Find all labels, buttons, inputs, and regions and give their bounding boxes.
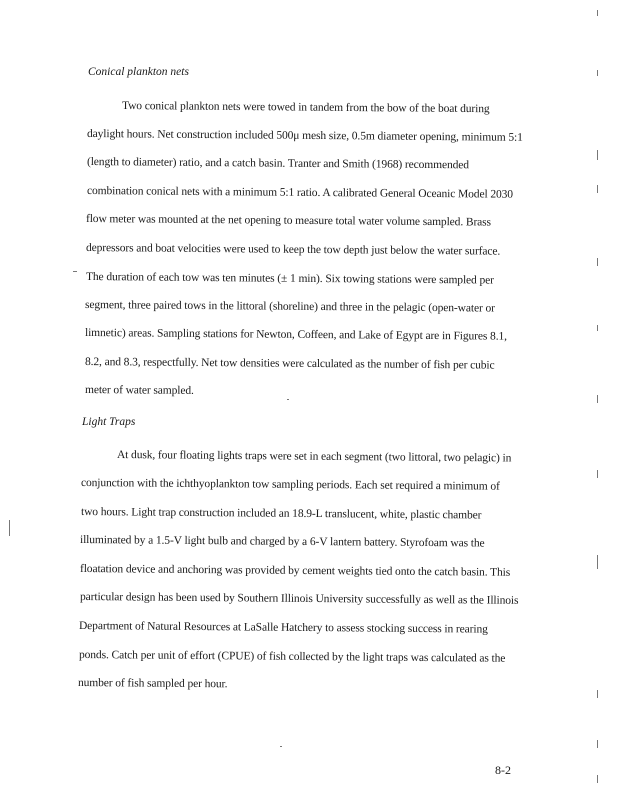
paragraph-line: ponds. Catch per unit of effort (CPUE) of fish collected by the light traps was calculated as the <box>78 649 506 665</box>
paragraph-line: (length to diameter) ratio, and a catch basin. Tranter and Smith (1968) recommended <box>86 156 469 172</box>
margin-mark <box>597 150 598 160</box>
margin-mark <box>597 555 598 569</box>
margin-mark <box>597 70 598 76</box>
margin-mark <box>597 740 598 748</box>
section-heading-conical-nets: Conical plankton nets <box>88 66 189 78</box>
speck-mark <box>280 746 282 747</box>
paragraph-line: number of fish sampled per hour. <box>77 677 228 691</box>
margin-mark <box>597 258 598 266</box>
margin-mark <box>597 470 598 478</box>
paragraph-line: Two conical plankton nets were towed in tandem from the bow of the boat during <box>121 100 490 116</box>
margin-mark <box>9 520 10 536</box>
margin-mark <box>597 690 598 698</box>
paragraph-line: combination conical nets with a minimum 5:1 ratio. A calibrated General Oceanic Model 2030 <box>86 185 514 201</box>
paragraph-line: At dusk, four floating lights traps were set in each segment (two littoral, two pelagic) in <box>116 449 512 465</box>
speck-mark <box>287 399 289 400</box>
paragraph-line: two hours. Light trap construction included an 18.9-L translucent, white, plastic chamber <box>80 506 482 522</box>
paragraph-line: illuminated by a 1.5-V light bulb and charged by a 6-V lantern battery. Styrofoam was the <box>79 534 485 550</box>
margin-mark <box>73 271 77 272</box>
paragraph-line: particular design has been used by Southern Illinois University successfully as well as the Illinois <box>79 591 519 607</box>
paragraph-line: limnetic) areas. Sampling stations for Newton, Coffeen, and Lake of Egypt are in Figures 8.1, <box>84 327 507 343</box>
paragraph-line: flow meter was mounted at the net opening to measure total water volume sampled. Brass <box>85 213 492 229</box>
margin-mark <box>597 185 598 193</box>
page-number: 8-2 <box>495 763 511 777</box>
paragraph-line: floatation device and anchoring was provided by cement weights tied onto the catch basin. This <box>79 563 511 579</box>
margin-mark <box>597 775 598 783</box>
paragraph-line: conjunction with the ichthyoplankton tow sampling periods. Each set required a minimum of <box>80 477 500 493</box>
paragraph-line: 8.2, and 8.3, respectfully. Net tow densities were calculated as the number of fish per cubic <box>84 356 495 372</box>
margin-mark <box>597 325 598 331</box>
margin-mark <box>597 395 598 403</box>
paragraph-line: daylight hours. Net construction included 500μ mesh size, 0.5m diameter opening, minimum 5:1 <box>86 128 523 144</box>
paragraph-line: meter of water sampled. <box>84 384 194 397</box>
paragraph-line: The duration of each tow was ten minutes (± 1 min). Six towing stations were sampled per <box>85 271 494 287</box>
paragraph-line: depressors and boat velocities were used to keep the tow depth just below the water surface. <box>85 242 501 258</box>
paragraph-line: segment, three paired tows in the littoral (shoreline) and three in the pelagic (open-water or <box>84 299 495 315</box>
margin-mark <box>597 10 598 16</box>
section-heading-light-traps: Light Traps <box>82 416 136 428</box>
paragraph-line: Department of Natural Resources at LaSalle Hatchery to assess stocking success in rearing <box>78 620 488 636</box>
